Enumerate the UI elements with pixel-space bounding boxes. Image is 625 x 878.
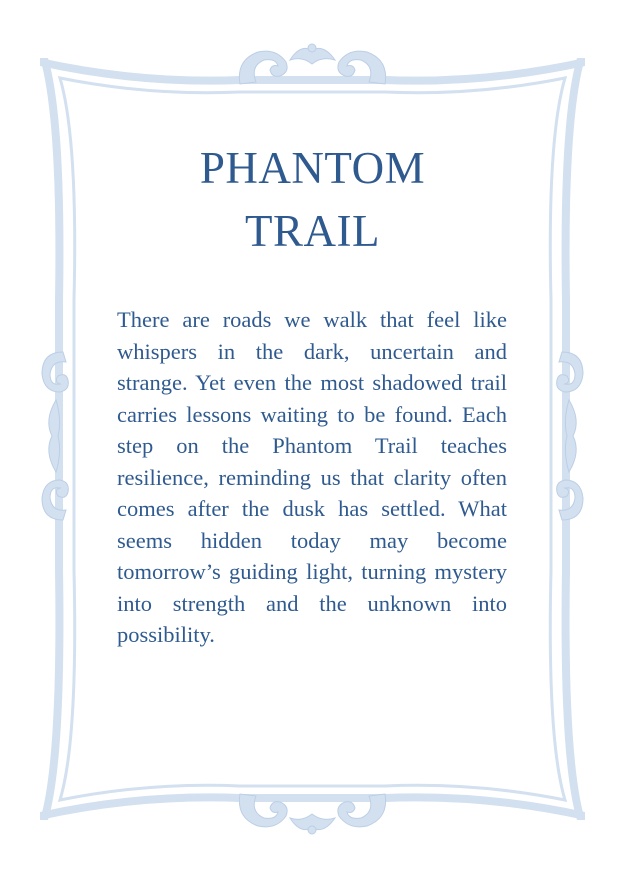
page-title-line-2: TRAIL (245, 206, 380, 256)
body-paragraph: There are roads we walk that feel like whispers in the dark, uncertain and strange. Yet even the most shadowed trail carries lessons waiting to be found. Each step on the Phantom Trail teaches resilience, reminding us that clarity often comes after the dusk has settled. What seems hidden today may become tomorrow’s guiding light, turning mystery into strength and the unknown into possibility. (117, 307, 507, 647)
page-title-line-1: PHANTOM (199, 143, 426, 193)
